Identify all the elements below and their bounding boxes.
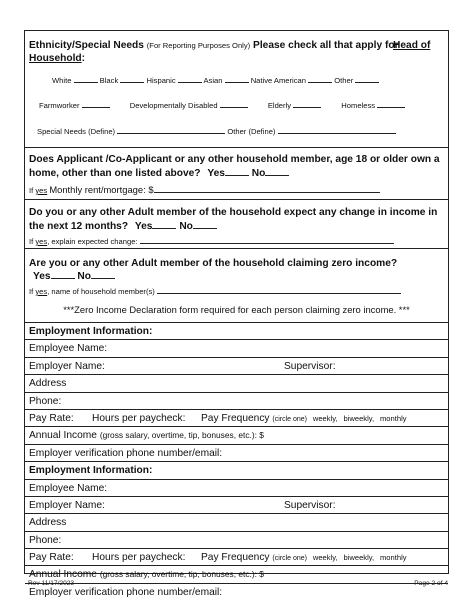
own-home-question-wrap [29,153,445,181]
footer-revision: Rev 11/17/2023 [28,580,75,587]
pay-row-2[interactable] [25,549,448,566]
employee-name-row-2[interactable] [25,480,448,497]
pay-frequency-label-2: Pay Frequency [201,552,270,564]
other-define-blank[interactable] [278,125,396,134]
own-home-no-blank[interactable] [265,167,289,176]
option-white-label: White [52,76,72,85]
ethnicity-heading-note: (For Reporting Purposes Only) [146,41,251,50]
pay-frequency-wrap-1 [201,410,407,427]
income-change-if: If [29,237,34,246]
head-of-household-label: Head of [393,40,431,51]
annual-income-row-1[interactable] [25,427,448,444]
circle-one-label-1: (circle one) [272,415,307,423]
employment-block-2 [25,462,448,601]
zero-income-declaration-note: ***Zero Income Declaration form required for each person claiming zero income. *** [63,304,410,315]
pay-frequency-label-1: Pay Frequency [201,412,270,424]
income-change-detail-blank[interactable] [140,235,394,244]
option-homeless-label: Homeless [341,101,376,110]
zero-income-no-label: No [77,271,92,282]
pay-rate-label-1: Pay Rate: [29,412,74,424]
phone-row-1[interactable] [25,393,448,410]
zero-income-yes-blank[interactable] [51,270,75,279]
employee-name-row-1[interactable] [25,340,448,357]
option-homeless-blank[interactable] [377,99,405,108]
zero-income-if-yes: yes [35,287,48,296]
special-needs-row [37,125,396,136]
option-native-american-blank[interactable] [308,74,332,83]
option-native-american-label: Native American [250,76,306,85]
annual-income-label-2: Annual Income [29,569,97,581]
address-row-1[interactable] [25,375,448,392]
annual-income-note-2: (gross salary, overtime, tip, bonuses, etc.): $ [99,569,264,580]
option-elderly-label: Elderly [267,101,292,110]
own-home-section [25,148,448,200]
monthly-option-2[interactable]: monthly [379,553,407,563]
zero-income-question: Are you or any other Adult member of the household claiming zero income? [29,258,398,269]
income-change-yes-label: Yes [134,221,153,232]
supervisor-label-2: Supervisor: [284,499,336,511]
own-home-yes-blank[interactable] [225,167,249,176]
income-change-yes-blank[interactable] [152,220,176,229]
annual-income-label-1: Annual Income [29,430,97,442]
employer-name-row-2[interactable] [25,497,448,514]
employment-heading-1: Employment Information: [25,323,448,340]
address-label-2: Address [29,517,67,529]
option-black-blank[interactable] [120,74,144,83]
ethnicity-heading-instruction: Please check all that apply for [253,40,399,51]
pay-row-1[interactable] [25,410,448,427]
option-other-blank[interactable] [355,74,379,83]
special-needs-label: Special Needs (Define) [37,127,116,136]
verification-row-2[interactable] [25,584,448,601]
income-change-question: Do you or any other Adult member of the household expect any change in income in the next 12 months? [29,207,438,232]
footer-page-number: Page 2 of 4 [414,580,448,587]
zero-income-yes-label: Yes [33,271,51,282]
zero-income-answer-row [33,270,115,284]
option-white-blank[interactable] [74,74,98,83]
option-hispanic-blank[interactable] [178,74,202,83]
own-home-if: If [29,186,34,195]
annual-income-row-2[interactable] [25,566,448,583]
option-other-label: Other [334,76,354,85]
own-home-no-label: No [251,168,266,179]
phone-row-2[interactable] [25,532,448,549]
own-home-detail-blank[interactable] [154,184,380,193]
income-change-detail-label: , explain expected change: [47,237,138,246]
ethnicity-options-row1 [52,74,379,85]
income-change-section [25,200,448,249]
own-home-detail-label: Monthly rent/mortgage: $ [49,184,154,195]
special-needs-blank[interactable] [117,125,225,134]
biweekly-option-1[interactable]: biweekly, [343,413,375,423]
option-developmentally-disabled-label: Developmentally Disabled [129,101,218,110]
ethnicity-section [25,31,448,148]
income-change-no-label: No [179,221,193,232]
own-home-question: Does Applicant /Co-Applicant or any other household member, age 18 or older own a home, other than one listed above? [29,154,440,179]
income-change-if-yes: yes [35,237,48,246]
option-asian-blank[interactable] [225,74,249,83]
ethnicity-options-row2 [39,99,405,110]
ethnicity-heading [29,39,399,52]
option-asian-label: Asian [203,76,223,85]
head-of-household-line2 [29,52,85,65]
annual-income-note-1: (gross salary, overtime, tip, bonuses, etc.): $ [99,430,264,441]
option-elderly-blank[interactable] [293,99,321,108]
employee-name-label-1: Employee Name: [29,343,108,355]
zero-income-no-blank[interactable] [91,270,115,279]
head-of-household-wrap [393,39,430,52]
phone-label-1: Phone: [29,395,62,407]
option-developmentally-disabled-blank[interactable] [220,99,248,108]
employment-heading-2: Employment Information: [25,462,448,479]
biweekly-option-2[interactable]: biweekly, [343,553,375,563]
employer-name-label-2: Employer Name: [29,499,105,511]
own-home-if-yes: yes [35,186,48,195]
phone-label-2: Phone: [29,534,62,546]
income-change-question-wrap [29,206,447,234]
pay-frequency-wrap-2 [201,549,407,566]
circle-one-label-2: (circle one) [272,555,307,563]
income-change-no-blank[interactable] [193,220,217,229]
income-change-detail-row [29,235,394,246]
household-word: Household [29,53,82,64]
option-farmworker-blank[interactable] [82,99,110,108]
employer-name-label-1: Employer Name: [29,360,105,372]
option-hispanic-label: Hispanic [146,76,176,85]
option-farmworker-label: Farmworker [39,101,80,110]
zero-income-detail-row [29,285,401,296]
zero-income-detail-label: , name of household member(s) [47,287,155,296]
weekly-option-2[interactable]: weekly, [312,553,338,563]
own-home-yes-label: Yes [207,168,225,179]
own-home-detail-row [29,184,380,195]
heading-colon: : [81,53,86,64]
address-label-1: Address [29,378,67,390]
hours-label-2: Hours per paycheck: [92,552,186,564]
address-row-2[interactable] [25,514,448,531]
zero-income-detail-blank[interactable] [157,285,401,294]
verification-label-1: Employer verification phone number/email: [29,447,223,459]
verification-row-1[interactable] [25,445,448,462]
option-black-label: Black [99,76,119,85]
employment-block-1 [25,323,448,462]
employee-name-label-2: Employee Name: [29,482,108,494]
weekly-option-1[interactable]: weekly, [312,413,338,423]
verification-label-2: Employer verification phone number/email: [29,586,223,598]
pay-rate-label-2: Pay Rate: [29,552,74,564]
zero-income-if: If [29,287,34,296]
hours-label-1: Hours per paycheck: [92,412,186,424]
ethnicity-heading-bold: Ethnicity/Special Needs [29,40,144,51]
employer-name-row-1[interactable] [25,358,448,375]
other-define-label: Other (Define) [227,127,276,136]
supervisor-label-1: Supervisor: [284,360,336,372]
zero-income-section [25,249,448,323]
monthly-option-1[interactable]: monthly [379,413,407,423]
